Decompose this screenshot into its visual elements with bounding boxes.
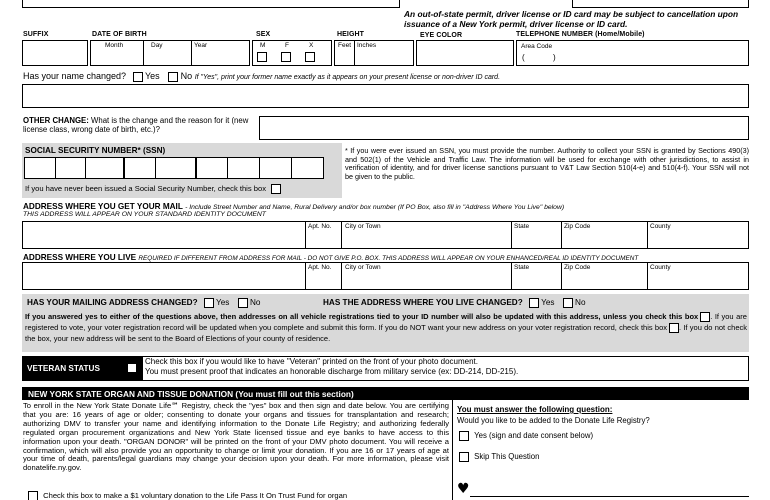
phone-label: TELEPHONE NUMBER (Home/Mobile) xyxy=(516,31,645,38)
name-field-box[interactable] xyxy=(22,0,400,8)
eye-color-field[interactable] xyxy=(416,40,514,66)
ssn-boxes[interactable] xyxy=(24,157,324,179)
veteran-line2: You must present proof that indicates an honorable discharge from military service (ex: DD-214, DD-215). xyxy=(145,367,519,376)
height-label: HEIGHT xyxy=(337,31,365,38)
organ-skip-label: Skip This Question xyxy=(474,452,540,462)
organ-body: To enroll in the New York State Donate Life℠ Registry, check the "yes" box and then sign and date below. You are certifying that you are: 16 years of age or older; consenting to donate your organs and tissues for transplantation and research; authorizing DMV to transfer your name and identifying information to the Donate Life Registry; and authorizing federally regulated organ procurement organizations and New York State licensed tissue and eye banks to have access to this information upon your death. "ORGAN DONOR" will be printed on the front of your DMV photo document. You will receive a confirmation, which will also provide you an opportunity to change or limit your donation. If you are 16 or 17 years of age at your time of death, parents/legal guardians may change your decision upon your death. For more information, please visit donatelife.ny.gov. xyxy=(23,401,449,473)
life-pass-it-on-label: Check this box to make a $1 voluntary donation to the Life Pass It On Trust Fund for organ xyxy=(43,491,348,500)
sex-m-label: M xyxy=(260,42,266,49)
mail-city-label: City or Town xyxy=(345,223,381,230)
dob-year-label: Year xyxy=(194,42,208,49)
eye-color-label: EYE COLOR xyxy=(420,32,463,39)
dob-month-label: Month xyxy=(105,42,124,49)
other-change-text xyxy=(23,116,259,134)
mailing-changed-question: HAS YOUR MAILING ADDRESS CHANGED? xyxy=(27,298,198,308)
area-code-label: Area Code xyxy=(521,43,553,50)
paren-open: ( xyxy=(522,53,525,62)
live-city-label: City or Town xyxy=(345,264,381,271)
veteran-line1: Check this box if you would like to have "Veteran" printed on the front of your photo document. xyxy=(145,357,478,366)
ssn-note: * If you were ever issued an SSN, you must provide the number. Authority to collect your SSN is granted by Sections 490(3) and 502(1) of the Vehicle and Traffic Law. The information will be used for exchange with other jurisdictions, to assist in verification of identity, and for driver license sanctions pursuant to V&T Law Section 510(4-e) and 510(4-f). Your SSN will not be given to the public. xyxy=(345,146,749,181)
mail-apt-label: Apt. No. xyxy=(308,223,332,230)
live-address-hint: REQUIRED IF DIFFERENT FROM ADDRESS FOR MAIL - DO NOT GIVE P.O. BOX. THIS ADDRESS WILL APPEAR ON YOUR ENHANCED/REAL ID IDENTITY DOCUMENT xyxy=(138,255,639,262)
veteran-title-box xyxy=(22,356,142,381)
life-pass-it-on-checkbox[interactable] xyxy=(28,491,38,500)
mailing-changed-row xyxy=(27,298,260,308)
signature-line xyxy=(470,496,749,497)
name-change-yes-checkbox[interactable] xyxy=(133,72,143,82)
mailing-changed-no-checkbox[interactable] xyxy=(238,298,248,308)
sex-f-label: F xyxy=(285,42,289,49)
sex-x-checkbox[interactable] xyxy=(305,52,315,62)
voter-registration-checkbox[interactable] xyxy=(669,323,679,333)
organ-skip-checkbox[interactable] xyxy=(459,452,469,462)
name-change-question: Has your name changed? xyxy=(23,71,127,81)
name-change-row xyxy=(23,71,500,82)
address-change-instructions xyxy=(25,311,747,344)
organ-yes-checkbox[interactable] xyxy=(459,431,469,441)
organ-donation-row xyxy=(28,491,347,500)
sex-field xyxy=(252,40,332,66)
mail-address-title: ADDRESS WHERE YOU GET YOUR MAIL xyxy=(23,202,183,211)
mail-address-sub: THIS ADDRESS WILL APPEAR ON YOUR STANDARD IDENTITY DOCUMENT xyxy=(23,211,266,218)
suffix-field[interactable] xyxy=(22,40,88,66)
mail-address-hint: - Include Street Number and Name, Rural Delivery and/or box number (If PO Box, also fill in "Address Where You Live" below) xyxy=(185,204,565,211)
ssn-title: SOCIAL SECURITY NUMBER* (SSN) xyxy=(25,146,166,155)
organ-question: Would you like to be added to the Donate Life Registry? xyxy=(457,416,650,425)
heart-icon: ♥ xyxy=(457,481,470,497)
former-name-field[interactable] xyxy=(22,84,749,108)
mailing-changed-yes-label: Yes xyxy=(216,298,230,308)
out-of-state-notice: An out-of-state permit, driver license or ID card may be subject to cancellation upon issuance of a New York permit, driver license or ID card. xyxy=(404,9,739,29)
sex-f-checkbox[interactable] xyxy=(281,52,291,62)
instr-box: box xyxy=(684,312,699,321)
height-feet-label: Feet xyxy=(338,42,352,49)
live-changed-no-checkbox[interactable] xyxy=(563,298,573,308)
mail-county-label: County xyxy=(650,223,671,230)
ssn-never-issued-checkbox[interactable] xyxy=(271,184,281,194)
live-address-field[interactable] xyxy=(22,262,749,290)
veteran-title: VETERAN STATUS xyxy=(27,364,100,373)
dob-field[interactable] xyxy=(90,40,250,66)
organ-donation-title: NEW YORK STATE ORGAN AND TISSUE DONATION (You must fill out this section) xyxy=(22,387,749,400)
dob-label: DATE OF BIRTH xyxy=(92,31,147,38)
ssn-never-issued-label: If you have never been issued a Social Security Number, check this box xyxy=(25,184,267,193)
mail-address-field[interactable] xyxy=(22,221,749,249)
live-address-title: ADDRESS WHERE YOU LIVE xyxy=(23,253,137,262)
name-change-yes-label: Yes xyxy=(144,71,160,81)
sex-m-checkbox[interactable] xyxy=(257,52,267,62)
organ-skip-row xyxy=(459,452,539,462)
veteran-section-frame xyxy=(142,356,749,381)
live-address-heading xyxy=(23,253,638,262)
live-apt-label: Apt. No. xyxy=(308,264,332,271)
organ-yes-label: Yes (sign and date consent below) xyxy=(474,431,594,441)
organ-yes-row xyxy=(459,431,593,441)
ssn-never-issued xyxy=(25,184,281,194)
name-change-hint: If "Yes", print your former name exactly as it appears on your present license or non-driver ID card. xyxy=(194,74,501,81)
live-changed-no-label: No xyxy=(575,298,586,308)
mail-address-heading xyxy=(23,202,564,211)
mail-zip-label: Zip Code xyxy=(564,223,591,230)
mail-state-label: State xyxy=(514,223,530,230)
name-change-no-checkbox[interactable] xyxy=(168,72,178,82)
live-changed-yes-checkbox[interactable] xyxy=(529,298,539,308)
paren-close: ) xyxy=(553,53,556,62)
other-change-field[interactable] xyxy=(259,116,749,140)
live-zip-label: Zip Code xyxy=(564,264,591,271)
live-changed-row xyxy=(323,298,586,308)
license-field-box[interactable] xyxy=(572,0,749,8)
instr-bold: If you answered yes to either of the questions above, then addresses on all vehicle registrations tied to your ID number will also be updated with this address, unless you check this xyxy=(25,312,683,321)
dob-day-label: Day xyxy=(151,42,163,49)
suffix-label: SUFFIX xyxy=(23,31,49,38)
other-change-title: OTHER CHANGE: xyxy=(23,116,89,125)
live-state-label: State xyxy=(514,264,530,271)
instr-rest: . If you are registered to vote, your voter registration record will be updated when you complete and submit this form. If you do NOT want your new address on your voter registration record, check this box xyxy=(25,312,747,333)
organ-must-answer: You must answer the following question: xyxy=(457,405,613,414)
height-field[interactable] xyxy=(334,40,414,66)
live-county-label: County xyxy=(650,264,671,271)
mailing-changed-no-label: No xyxy=(249,298,261,308)
live-changed-question: HAS THE ADDRESS WHERE YOU LIVE CHANGED? xyxy=(323,298,523,308)
name-change-no-label: No xyxy=(180,71,193,81)
sex-label: SEX xyxy=(256,31,271,38)
live-changed-yes-label: Yes xyxy=(541,298,555,308)
veteran-checkbox[interactable] xyxy=(127,363,137,373)
height-inches-label: Inches xyxy=(357,42,377,49)
phone-field[interactable] xyxy=(516,40,749,66)
ssn-section xyxy=(22,143,342,198)
instr-end: . If you do not check the box, your new address will be sent to the Board of Elections of your county of residence. xyxy=(25,323,747,344)
other-change-desc: What is the change and the reason for it (new license class, wrong date of birth, etc.)? xyxy=(23,116,249,134)
sex-x-label: X xyxy=(309,42,314,49)
vehicle-registration-checkbox[interactable] xyxy=(700,312,710,322)
mailing-changed-yes-checkbox[interactable] xyxy=(204,298,214,308)
address-changed-section xyxy=(22,294,749,352)
